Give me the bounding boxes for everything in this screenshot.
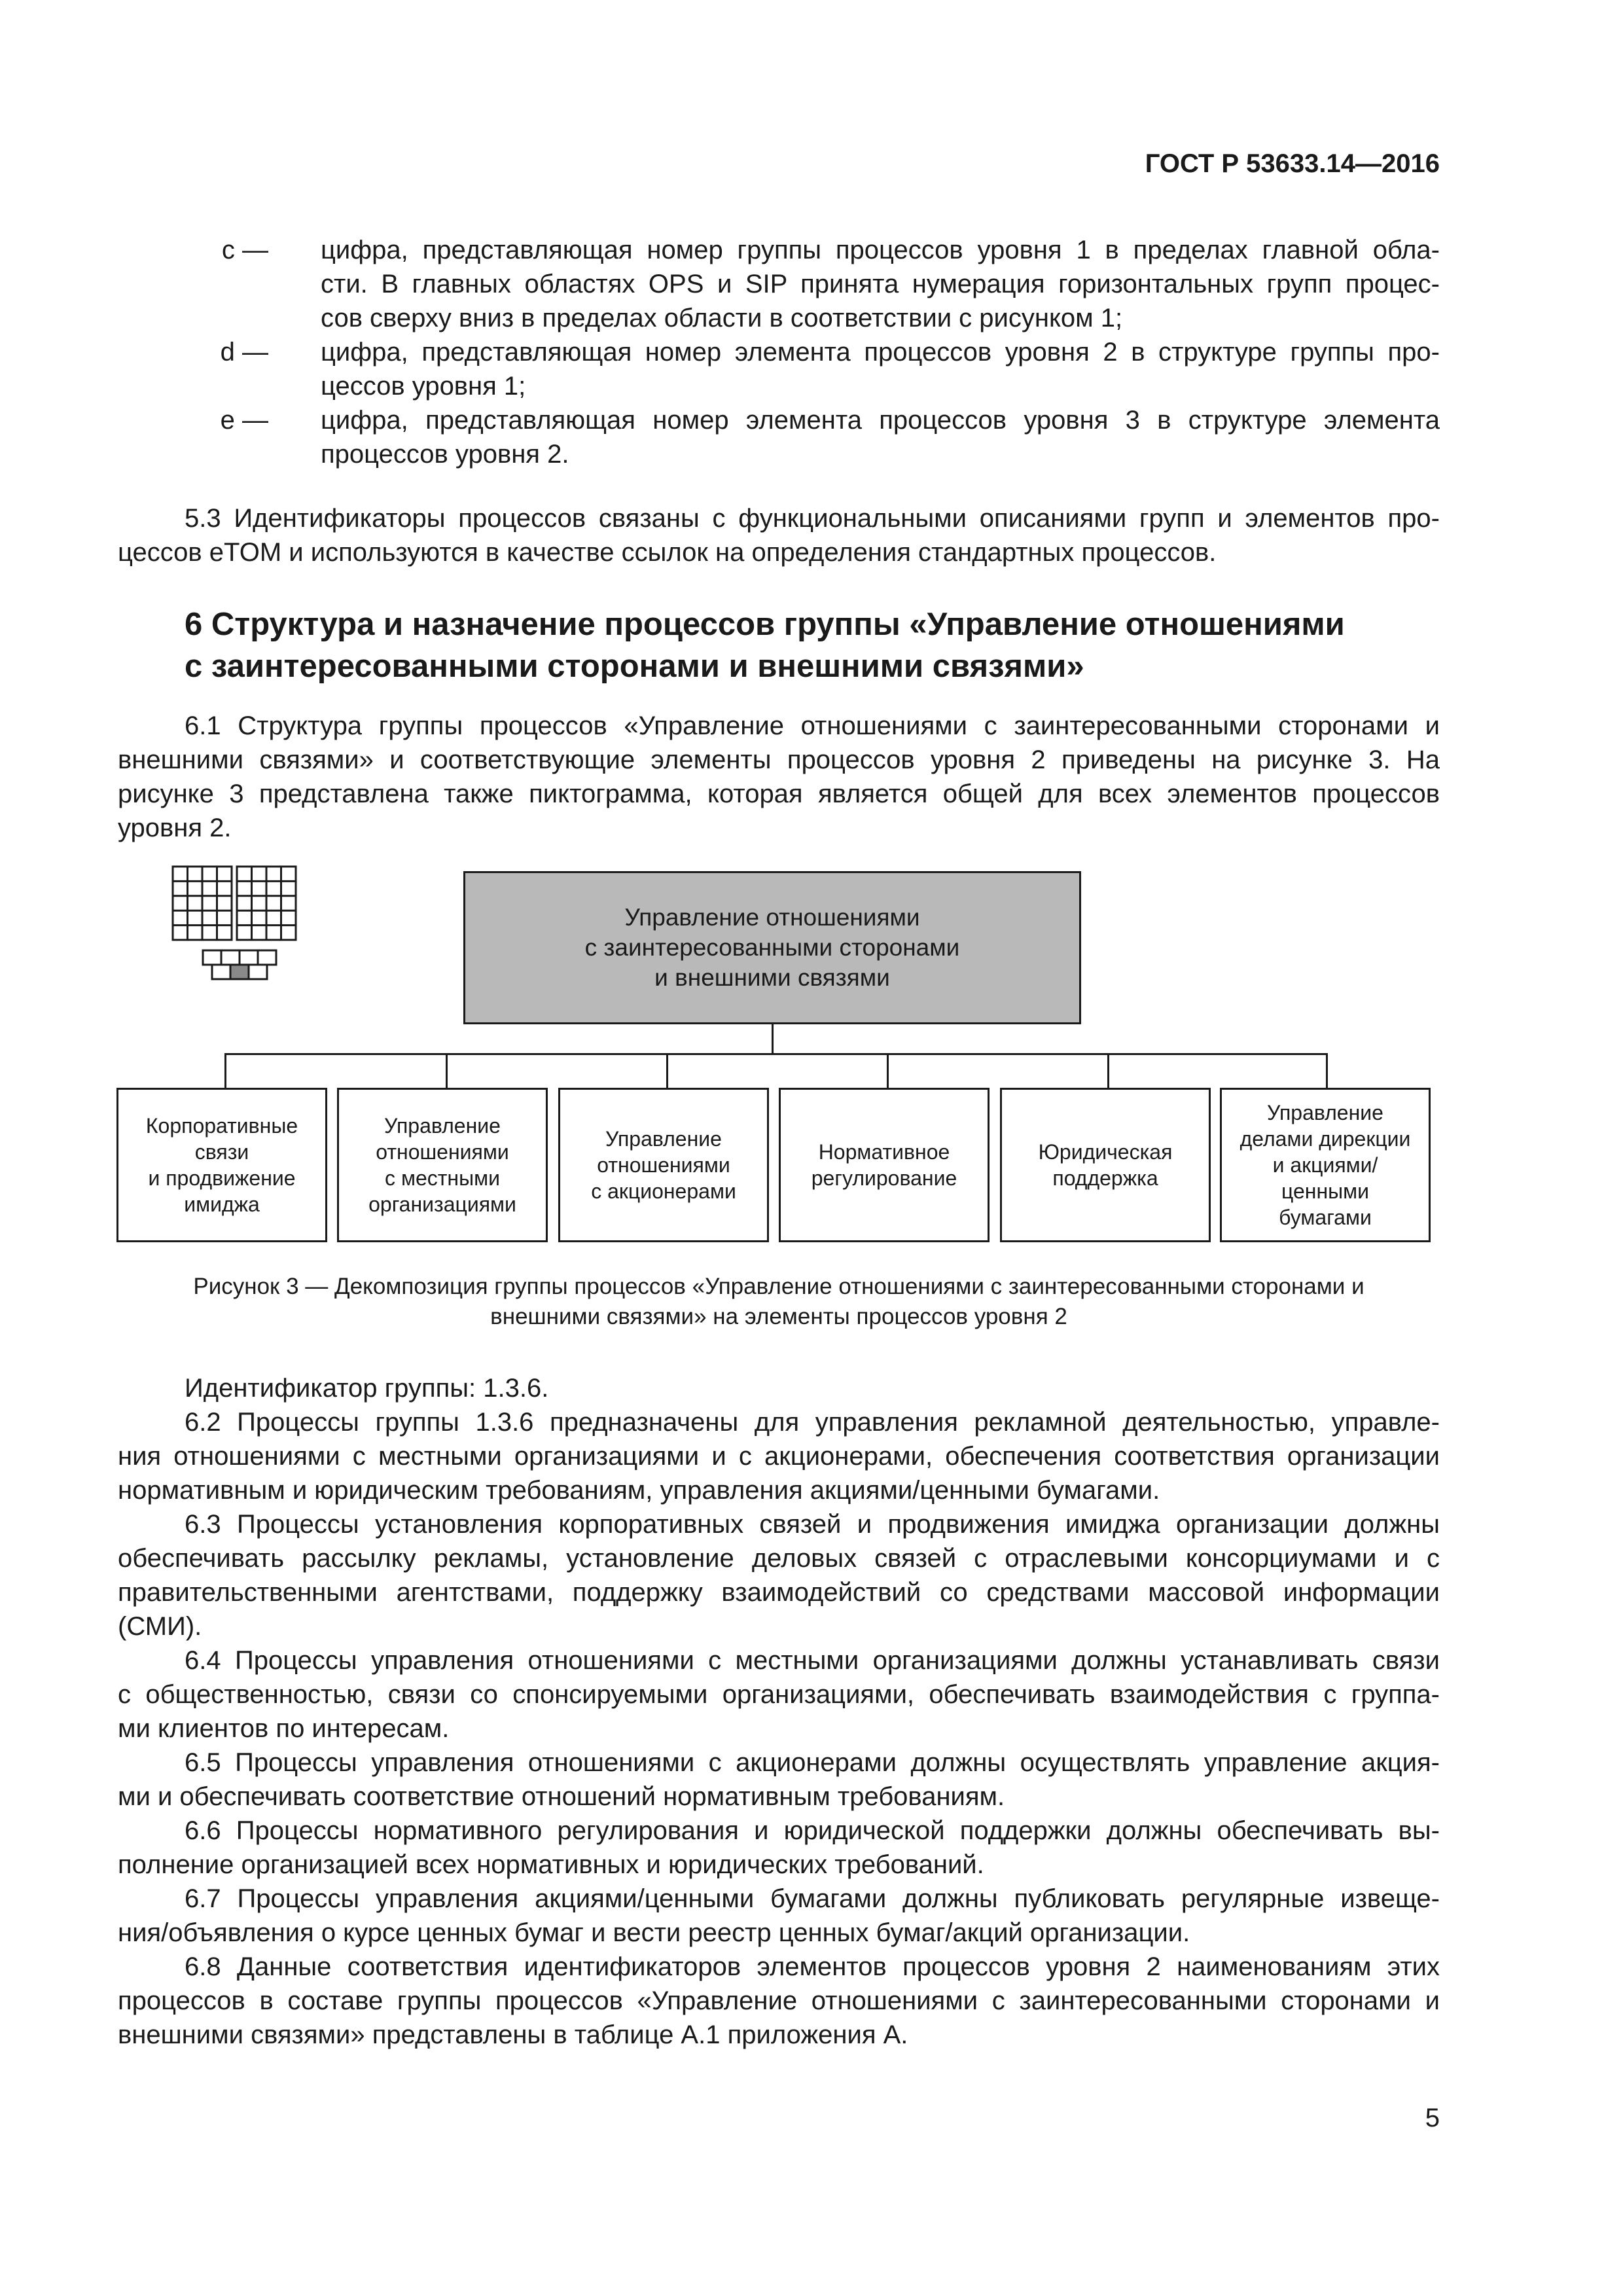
box-line: Юридическая	[1038, 1140, 1173, 1164]
paragraph-6-3	[118, 1507, 1440, 1643]
box-line: и внешними связями	[654, 964, 890, 991]
connector-drop	[887, 1053, 889, 1089]
text-line: 6.3 Процессы установления корпоративных связей и продвижения имиджа организации должны	[185, 1510, 1440, 1539]
box-line: связи	[194, 1140, 249, 1164]
text-line: процессов уровня 2.	[321, 440, 569, 469]
text-line: с общественностью, связи со спонсируемыми организациями, обеспечивать взаимодействия с группа-	[118, 1680, 1440, 1709]
connector-drop	[224, 1053, 226, 1089]
text-line: 6.2 Процессы группы 1.3.6 предназначены для управления рекламной деятельностью, управле-	[185, 1408, 1440, 1437]
paragraph-6-7	[118, 1882, 1440, 1950]
caption-line: внешними связями» на элементы процессов уровня 2	[490, 1304, 1067, 1329]
section-6-title	[185, 603, 1428, 687]
text-line: цессов уровня 1;	[321, 372, 526, 401]
box-line: Управление	[1267, 1101, 1383, 1124]
text-line: 5.3 Идентификаторы процессов связаны с функциональными описаниями групп и элементов про-	[185, 504, 1440, 533]
diagram-child-corporate-relations	[116, 1088, 327, 1242]
text-line: полнение организацией всех нормативных и юридических требований.	[118, 1850, 984, 1879]
connector-vertical-root	[772, 1024, 774, 1054]
box-line: Нормативное	[818, 1140, 950, 1164]
text-line: ми и обеспечивать соответствие отношений нормативным требованиям.	[118, 1782, 1005, 1811]
process-grid-pictogram-icon	[171, 865, 317, 995]
definition-d	[118, 335, 1440, 403]
connector-drop	[1326, 1053, 1328, 1089]
diagram-child-local-organizations	[337, 1088, 548, 1242]
box-line: с акционерами	[591, 1179, 736, 1203]
text-line: сов сверху вниз в пределах области в соответствии с рисунком 1;	[321, 304, 1123, 332]
text-line: (СМИ).	[118, 1612, 202, 1641]
paragraph-6-2	[118, 1405, 1440, 1507]
text-line: 6.8 Данные соответствия идентификаторов элементов процессов уровня 2 наименованиям этих	[185, 1952, 1440, 1981]
text-line: цессов eTOM и используются в качестве ссылок на определения стандартных процессов.	[118, 538, 1217, 567]
paragraph-6-5	[118, 1746, 1440, 1814]
text-line: внешними связями» представлены в таблице А.1 приложения А.	[118, 2020, 908, 2049]
text-line: Идентификатор группы: 1.3.6.	[185, 1374, 549, 1403]
box-line: Корпоративные	[145, 1114, 298, 1138]
text-line: цифра, представляющая номер группы процессов уровня 1 в пределах главной обла-	[321, 236, 1440, 264]
page-number: 5	[1425, 2104, 1440, 2132]
box-line: с местными	[385, 1166, 500, 1190]
box-line: имиджа	[184, 1193, 260, 1216]
box-line: поддержка	[1052, 1166, 1158, 1190]
text-line: 6.1 Структура группы процессов «Управление отношениями с заинтересованными сторонами и	[185, 711, 1440, 740]
diagram-root-process	[463, 871, 1081, 1024]
box-line: с заинтересованными сторонами	[584, 934, 960, 961]
text-line: 6.7 Процессы управления акциями/ценными бумагами должны публиковать регулярные извеще-	[185, 1884, 1440, 1913]
text-line: ния/объявления о курсе ценных бумаг и вести реестр ценных бумаг/акций организации.	[118, 1918, 1190, 1947]
paragraph-6-8	[118, 1950, 1440, 2052]
text-line: цифра, представляющая номер элемента процессов уровня 2 в структуре группы про-	[321, 338, 1440, 367]
box-line: Управление отношениями	[624, 904, 920, 931]
text-line: ми клиентов по интересам.	[118, 1714, 450, 1743]
document-code: ГОСТ Р 53633.14—2016	[1145, 149, 1440, 178]
text-line: 6.4 Процессы управления отношениями с местными организациями должны устанавливать связи	[185, 1646, 1440, 1675]
definition-body	[321, 233, 1440, 335]
text-line: цифра, представляющая номер элемента процессов уровня 3 в структуре элемента	[321, 406, 1440, 435]
box-line: делами дирекции	[1240, 1127, 1411, 1151]
definition-term: e —	[220, 406, 268, 435]
section-title-line: с заинтересованными сторонами и внешними связями»	[185, 649, 1084, 684]
box-line: бумагами	[1279, 1206, 1372, 1229]
box-line: и акциями/	[1272, 1153, 1378, 1177]
connector-drop	[1107, 1053, 1109, 1089]
text-line: ния отношениями с местными организациями и с акционерами, обеспечения соответствия организации	[118, 1442, 1440, 1471]
box-line: отношениями	[597, 1153, 730, 1177]
box-line: регулирование	[811, 1166, 957, 1190]
definition-c	[118, 233, 1440, 335]
text-line: уровня 2.	[118, 814, 232, 842]
paragraph-6-6	[118, 1814, 1440, 1882]
box-line: отношениями	[376, 1140, 509, 1164]
diagram-child-legal-support	[1000, 1088, 1211, 1242]
group-identifier	[118, 1371, 1440, 1405]
connector-horizontal	[224, 1053, 1328, 1055]
text-line: процессов в составе группы процессов «Управление отношениями с заинтересованными сторонами и	[118, 1986, 1440, 2015]
connector-drop	[446, 1053, 448, 1089]
section-title-line: 6 Структура и назначение процессов группы «Управление отношениями	[185, 607, 1345, 642]
paragraph-6-1	[118, 709, 1440, 845]
box-line: Управление	[605, 1127, 722, 1151]
text-line: 6.6 Процессы нормативного регулирования и юридической поддержки должны обеспечивать вы-	[185, 1816, 1440, 1845]
figure-caption	[118, 1272, 1440, 1332]
definition-body	[321, 335, 1440, 403]
box-line: организациями	[368, 1193, 516, 1216]
diagram-child-shareholders	[558, 1088, 769, 1242]
text-line: 6.5 Процессы управления отношениями с акционерами должны осуществлять управление акция-	[185, 1748, 1440, 1777]
definition-term: d —	[220, 338, 268, 367]
text-line: рисунке 3 представлена также пиктограмма, которая является общей для всех элементов процессов	[118, 780, 1440, 808]
paragraph-5-3	[118, 501, 1440, 569]
connector-drop	[666, 1053, 668, 1089]
box-line: Управление	[384, 1114, 501, 1138]
text-line: сти. В главных областях OPS и SIP принята нумерация горизонтальных групп процес-	[321, 270, 1440, 298]
text-line: обеспечивать рассылку рекламы, установление деловых связей с отраслевыми консорциумами и с	[118, 1544, 1440, 1573]
text-line: нормативным и юридическим требованиям, управления акциями/ценными бумагами.	[118, 1476, 1160, 1505]
diagram-child-regulation	[779, 1088, 990, 1242]
caption-line: Рисунок 3 — Декомпозиция группы процессов «Управление отношениями с заинтересованными сторонами и	[193, 1274, 1364, 1299]
box-line: ценными	[1281, 1179, 1369, 1203]
text-line: правительственными агентствами, поддержку взаимодействий со средствами массовой информации	[118, 1578, 1440, 1607]
paragraph-6-4	[118, 1643, 1440, 1746]
definition-body	[321, 403, 1440, 471]
definition-e	[118, 403, 1440, 471]
definition-term: с —	[221, 236, 268, 264]
box-line: и продвижение	[148, 1166, 296, 1190]
diagram-child-board-and-securities	[1220, 1088, 1431, 1242]
text-line: внешними связями» и соответствующие элементы процессов уровня 2 приведены на рисунке 3. На	[118, 745, 1440, 774]
